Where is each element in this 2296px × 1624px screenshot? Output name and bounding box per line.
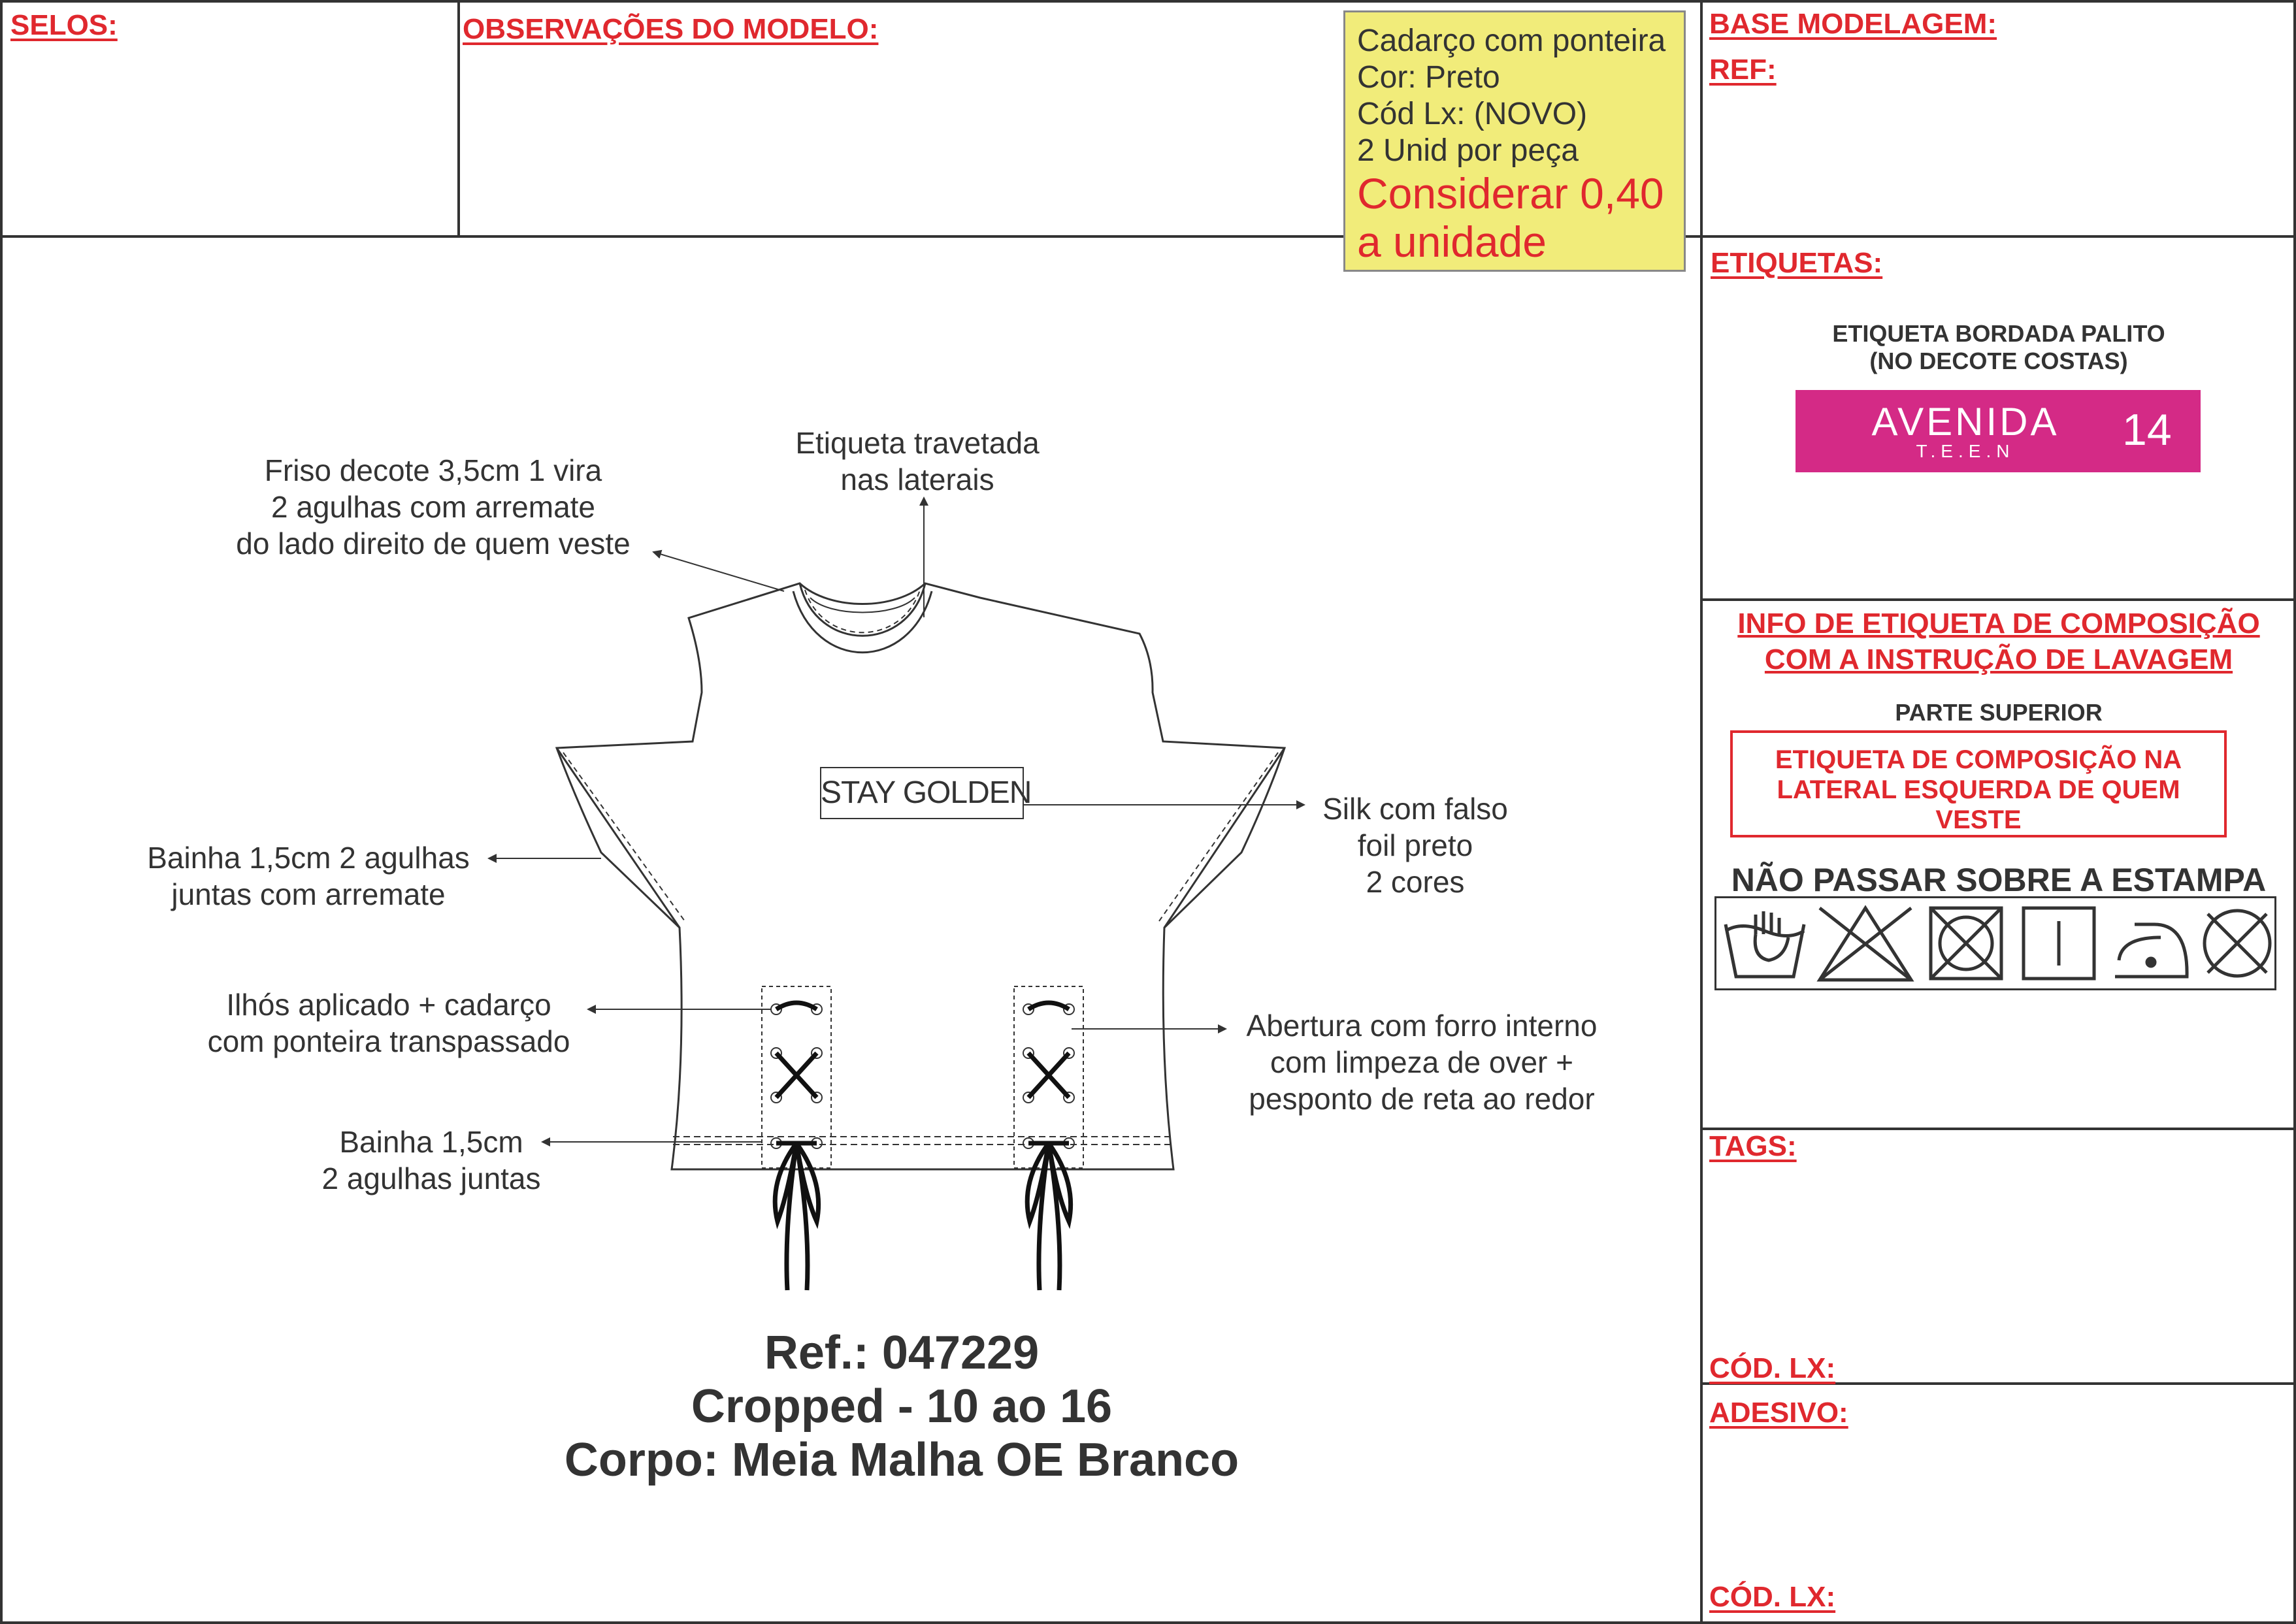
etiquetas-label: ETIQUETAS: [1711,247,1883,279]
iron-warning: NÃO PASSAR SOBRE A ESTAMPA [1731,862,2267,898]
model-body: Corpo: Meia Malha OE Branco [564,1434,1239,1486]
note-line-3: Cód Lx: (NOVO) [1357,97,1588,131]
care-symbols [1714,896,2276,990]
note-line-4: 2 Unid por peça [1357,133,1579,168]
note-line-2: Cor: Preto [1357,60,1500,95]
base-modelagem-label: BASE MODELAGEM: [1709,8,1997,40]
model-ref: Ref.: 047229 [764,1327,1040,1379]
laces [775,1003,1070,1290]
parte-superior: PARTE SUPERIOR [1895,699,2103,726]
composition-box: ETIQUETA DE COMPOSIÇÃO NA LATERAL ESQUERDA DE QUEM VESTE [1730,730,2227,837]
cod-lx-2-label: CÓD. LX: [1709,1581,1836,1613]
note-silk: Silk com falso foil preto 2 cores [1322,792,1508,899]
note-bainha-manga: Bainha 1,5cm 2 agulhas juntas com arremate [147,841,470,911]
composition-title-2: COM A INSTRUÇÃO DE LAVAGEM [1764,643,2233,675]
bordada-line-1: ETIQUETA BORDADA PALITO [1832,320,2165,347]
neckline-rib [800,583,925,636]
note-line-1: Cadarço com ponteira [1357,24,1666,58]
print-text: STAY GOLDEN [821,775,1032,810]
iron-low-icon [2115,924,2187,977]
note-highlight-1: Considerar 0,40 [1357,169,1664,218]
note-bainha-barra: Bainha 1,5cm 2 agulhas juntas [321,1125,541,1195]
bordada-line-2: (NO DECOTE COSTAS) [1869,348,2128,374]
tshirt-outline [557,583,1285,1169]
cod-lx-1-label: CÓD. LX: [1709,1352,1836,1384]
composition-title-1: INFO DE ETIQUETA DE COMPOSIÇÃO [1737,608,2260,640]
no-tumble-dry-icon [1931,908,2001,979]
right-divider-2 [1701,598,2296,601]
no-dry-clean-icon [2205,911,2270,976]
note-friso: Friso decote 3,5cm 1 vira 2 agulhas com arremate do lado direito de quem veste [236,453,631,560]
ref-label: REF: [1709,54,1777,86]
brand-sub: T.E.E.N [1916,441,2015,461]
adesivo-label: ADESIVO: [1709,1397,1848,1429]
brand-name: AVENIDA [1871,400,2059,444]
note-etiqueta-travetada: Etiqueta travetada nas laterais [795,426,1040,496]
note-abertura: Abertura com forro interno com limpeza de over + pesponto de reta ao redor [1246,1009,1598,1116]
brand-label [1796,390,2201,472]
no-bleach-icon [1820,908,1911,980]
model-name: Cropped - 10 ao 16 [691,1380,1113,1433]
brand-number: 14 [2122,405,2172,455]
observacoes-label: OBSERVAÇÕES DO MODELO: [463,13,879,45]
selos-label: SELOS: [10,9,118,41]
right-divider-1 [1701,235,2296,238]
line-dry-icon [2024,908,2094,979]
note-highlight-2: a unidade [1357,218,1547,266]
tags-label: TAGS: [1709,1130,1797,1162]
hand-wash-icon [1726,911,1804,977]
note-ilhos: Ilhós aplicado + cadarço com ponteira transpassado [207,988,570,1058]
